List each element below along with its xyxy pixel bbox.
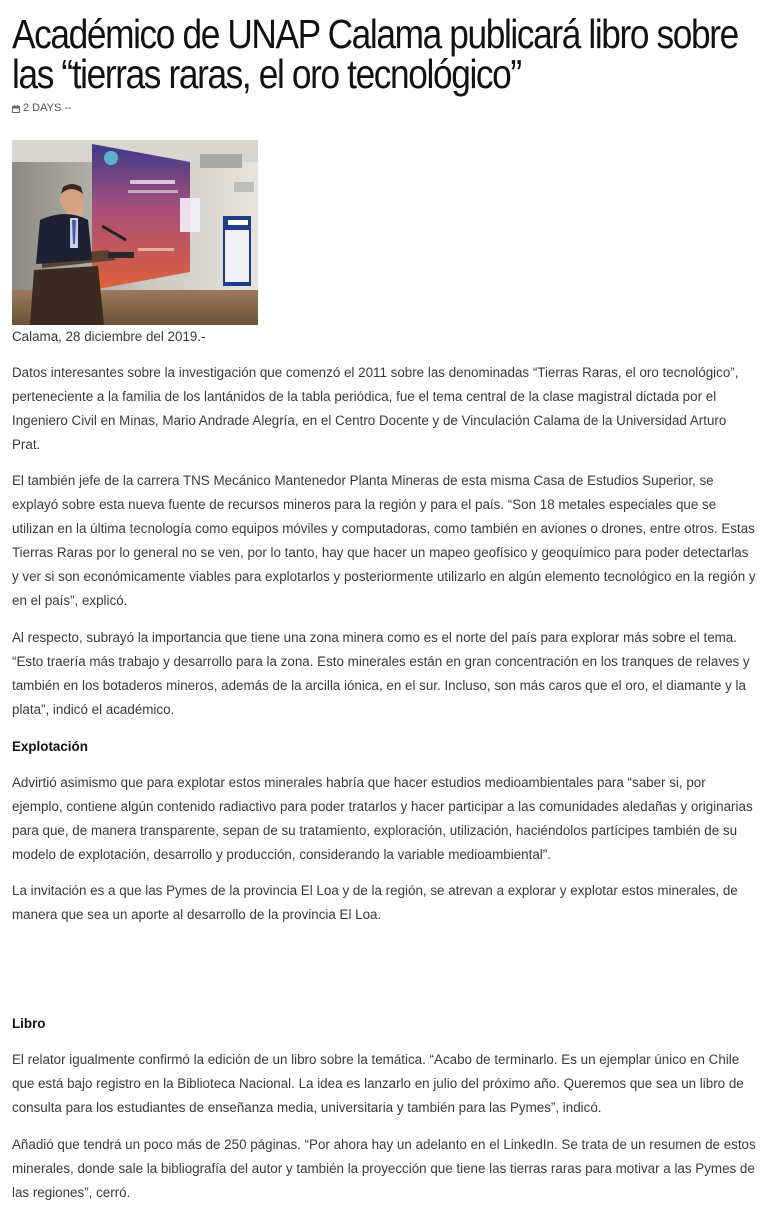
paragraph: El relator igualmente confirmó la edición de un libro sobre la temática. “Acabo de terminarlo. Es un ejemplar único en Chile que está bajo registro en la Biblioteca Nacional. La idea es lanzarlo en julio del próximo año. Queremos que sea un libro de consulta para los estudiantes de enseñanza media, universitaria y también para las Pymes”, indicó. — [12, 1052, 744, 1115]
date-label: 2 DAYS -- — [23, 102, 72, 114]
section-heading-libro: Libro — [12, 1016, 46, 1031]
paragraph: Al respecto, subrayó la importancia que tiene una zona minera como es el norte del país para explorar más sobre el tema. “Esto traería más trabajo y desarrollo para la zona. Esto minerales están en gran concentración en los tranques de relaves y también en los botaderos mineros, además de la arcilla iónica, en el sur. Incluso, son más caros que el oro, el diamante y la plata”, indicó el académico. — [12, 630, 750, 717]
paragraph: La invitación es a que las Pymes de la provincia El Loa y de la región, se atrevan a explorar y explotar estos minerales, de manera que sea un aporte al desarrollo de la provincia El Loa. — [12, 883, 738, 922]
photo-caption: Calama, 28 diciembre del 2019.- — [12, 329, 206, 344]
paragraph: Añadió que tendrá un poco más de 250 páginas. “Por ahora hay un adelanto en el LinkedIn. Se trata de un resumen de estos minerales, donde sale la bibliografía del autor y también la proyección que tiene las tierras raras para motivar a las Pymes de las regiones”, cerró. — [12, 1137, 756, 1200]
paragraph: El también jefe de la carrera TNS Mecánico Mantenedor Planta Mineras de esta misma Casa de Estudios Superior, se explayó sobre esta nueva fuente de recursos mineros para la región y para el país. “Son 18 metales especiales que se utilizan en la última tecnología como equipos móviles y computadoras, como también en aviones o drones, entre otros. Estas Tierras Raras por lo general no se ven, por lo tanto, hay que hacer un mapeo geofísico y geoquímico para poder detectarlas y ver si son económicamente viables para explotarlos y posteriormente utilizarlo en algún elemento tecnológico en la región y en el país”, explicó. — [12, 473, 756, 608]
paragraph: Datos interesantes sobre la investigación que comenzó el 2011 sobre las denominadas “Tierras Raras, el oro tecnológico”, perteneciente a la familia de los lantánidos de la tabla periódica, fue el tema central de la clase magistral dictada por el Ingeniero Civil en Minas, Mario Andrade Alegría, en el Centro Docente y de Vinculación Calama de la Universidad Arturo Prat. — [12, 365, 739, 452]
article-title: Académico de UNAP Calama publicará libro sobre las “tierras raras, el oro tecnológico” — [12, 11, 738, 97]
article-date — [12, 102, 72, 114]
section-heading-explotacion: Explotación — [12, 739, 88, 754]
calendar-icon — [12, 104, 20, 112]
paragraph: Advirtió asimismo que para explotar estos minerales habría que hacer estudios medioambientales para “saber si, por ejemplo, contiene algún contenido radiactivo para poder tratarlos y hacer participar a las comunidades aledañas y originarias para que, de manera transparente, sepan de su tratamiento, exploración, utilización, haciéndolos partícipes también de su modelo de explotación, desarrollo y producción, considerando la variable medioambiental”. — [12, 775, 753, 862]
article-photo — [12, 140, 258, 325]
